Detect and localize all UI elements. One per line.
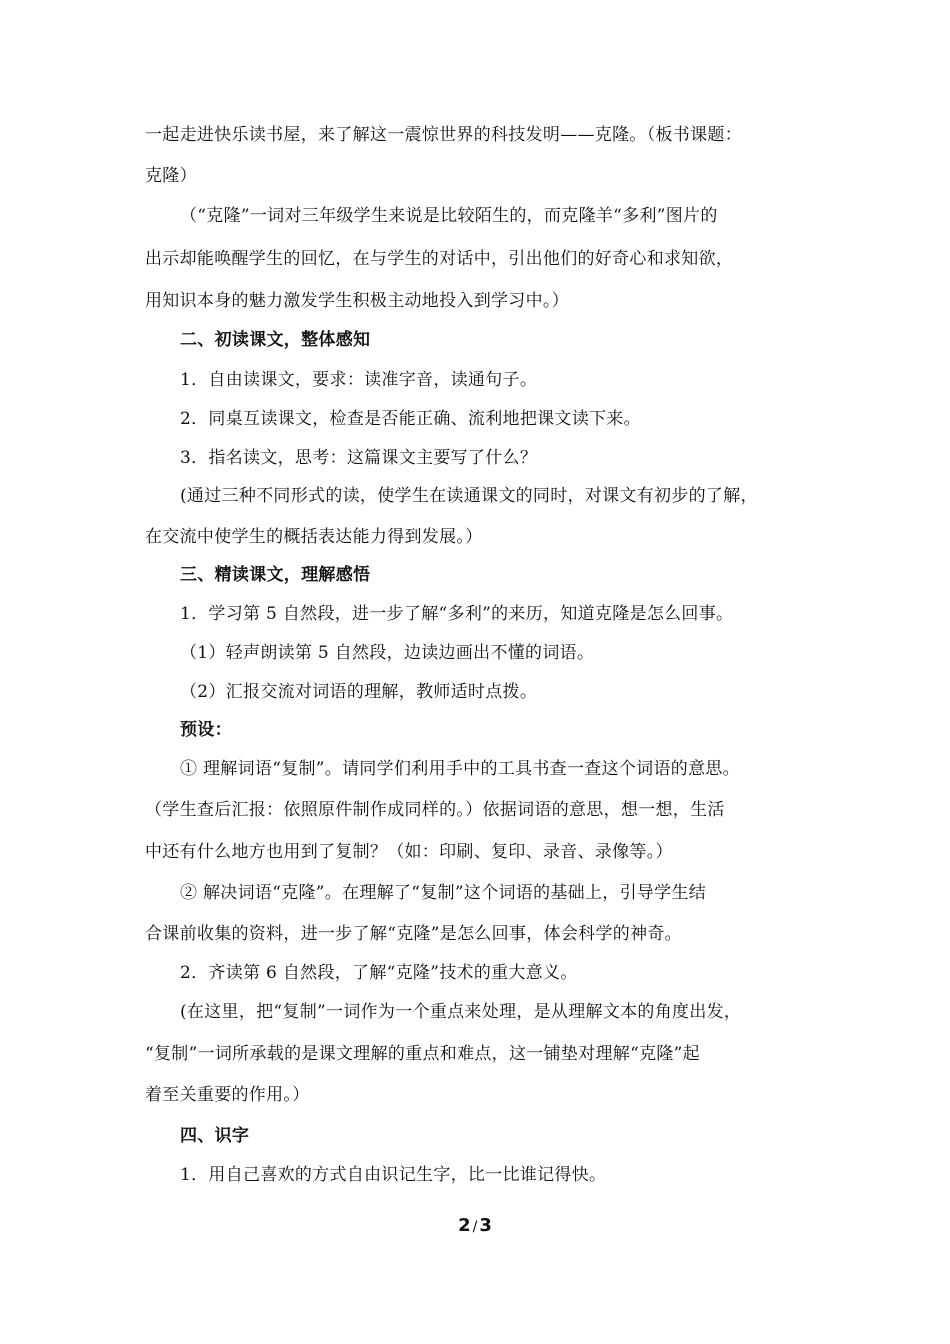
page-number <box>0 1214 950 1239</box>
text-line: 出示却能唤醒学生的回忆，在与学生的对话中，引出他们的好奇心和求知欲， <box>145 249 734 269</box>
page-separator: / <box>472 1219 478 1235</box>
text-line: 1．自由读课文，要求：读准字音，读通句子。 <box>180 370 538 390</box>
text-line: 3．指名读文，思考：这篇课文主要写了什么？ <box>180 448 538 468</box>
text-line: 1．用自己喜欢的方式自由识记生字，比一比谁记得快。 <box>180 1165 607 1185</box>
section-heading: 四、识字 <box>180 1126 250 1146</box>
section-heading: 三、精读课文，理解感悟 <box>180 565 371 585</box>
text-line: 一起走进快乐读书屋，来了解这一震惊世界的科技发明——克隆。（板书课题： <box>145 125 742 145</box>
total-pages: 3 <box>479 1215 492 1236</box>
current-page: 2 <box>458 1215 471 1236</box>
text-line: （2）汇报交流对词语的理解，教师适时点拨。 <box>180 682 538 702</box>
text-line: （“克隆”一词对三年级学生来说是比较陌生的，而克隆羊“多利”图片的 <box>180 206 718 226</box>
text-line: （学生查后汇报：依照原件制作成同样的。）依据词语的意思，想一想，生活 <box>145 800 725 820</box>
text-line: 克隆） <box>145 166 197 186</box>
text-line: 2．齐读第 6 自然段，了解“克隆”技术的重大意义。 <box>180 963 578 983</box>
text-line: 2．同桌互读课文，检查是否能正确、流利地把课文读下来。 <box>180 409 641 429</box>
text-line: 1．学习第 5 自然段，进一步了解“多利”的来历，知道克隆是怎么回事。 <box>180 604 734 624</box>
text-line: ① 理解词语“复制”。请同学们利用手中的工具书查一查这个词语的意思。 <box>180 759 740 779</box>
text-line: (在这里，把“复制”一词作为一个重点来处理，是从理解文本的角度出发， <box>180 1002 742 1022</box>
text-line: “复制”一词所承载的是课文理解的重点和难点，这一铺垫对理解“克隆”起 <box>145 1044 700 1064</box>
text-line: ② 解决词语“克隆”。在理解了“复制”这个词语的基础上，引导学生结 <box>180 883 707 903</box>
text-line: 中还有什么地方也用到了复制？（如：印刷、复印、录音、录像等。） <box>145 842 673 862</box>
text-line: （1）轻声朗读第 5 自然段，边读边画出不懂的词语。 <box>180 643 595 663</box>
text-line: 着至关重要的作用。） <box>145 1085 310 1105</box>
section-heading: 二、初读课文，整体感知 <box>180 330 371 350</box>
text-line: (通过三种不同形式的读，使学生在读通课文的同时，对课文有初步的了解， <box>180 486 758 506</box>
text-line: 用知识本身的魅力激发学生积极主动地投入到学习中。） <box>145 291 569 311</box>
preset-label: 预设： <box>180 720 232 740</box>
text-line: 合课前收集的资料，进一步了解“克隆”是怎么回事，体会科学的神奇。 <box>145 924 682 944</box>
text-line: 在交流中使学生的概括表达能力得到发展。） <box>145 527 483 547</box>
